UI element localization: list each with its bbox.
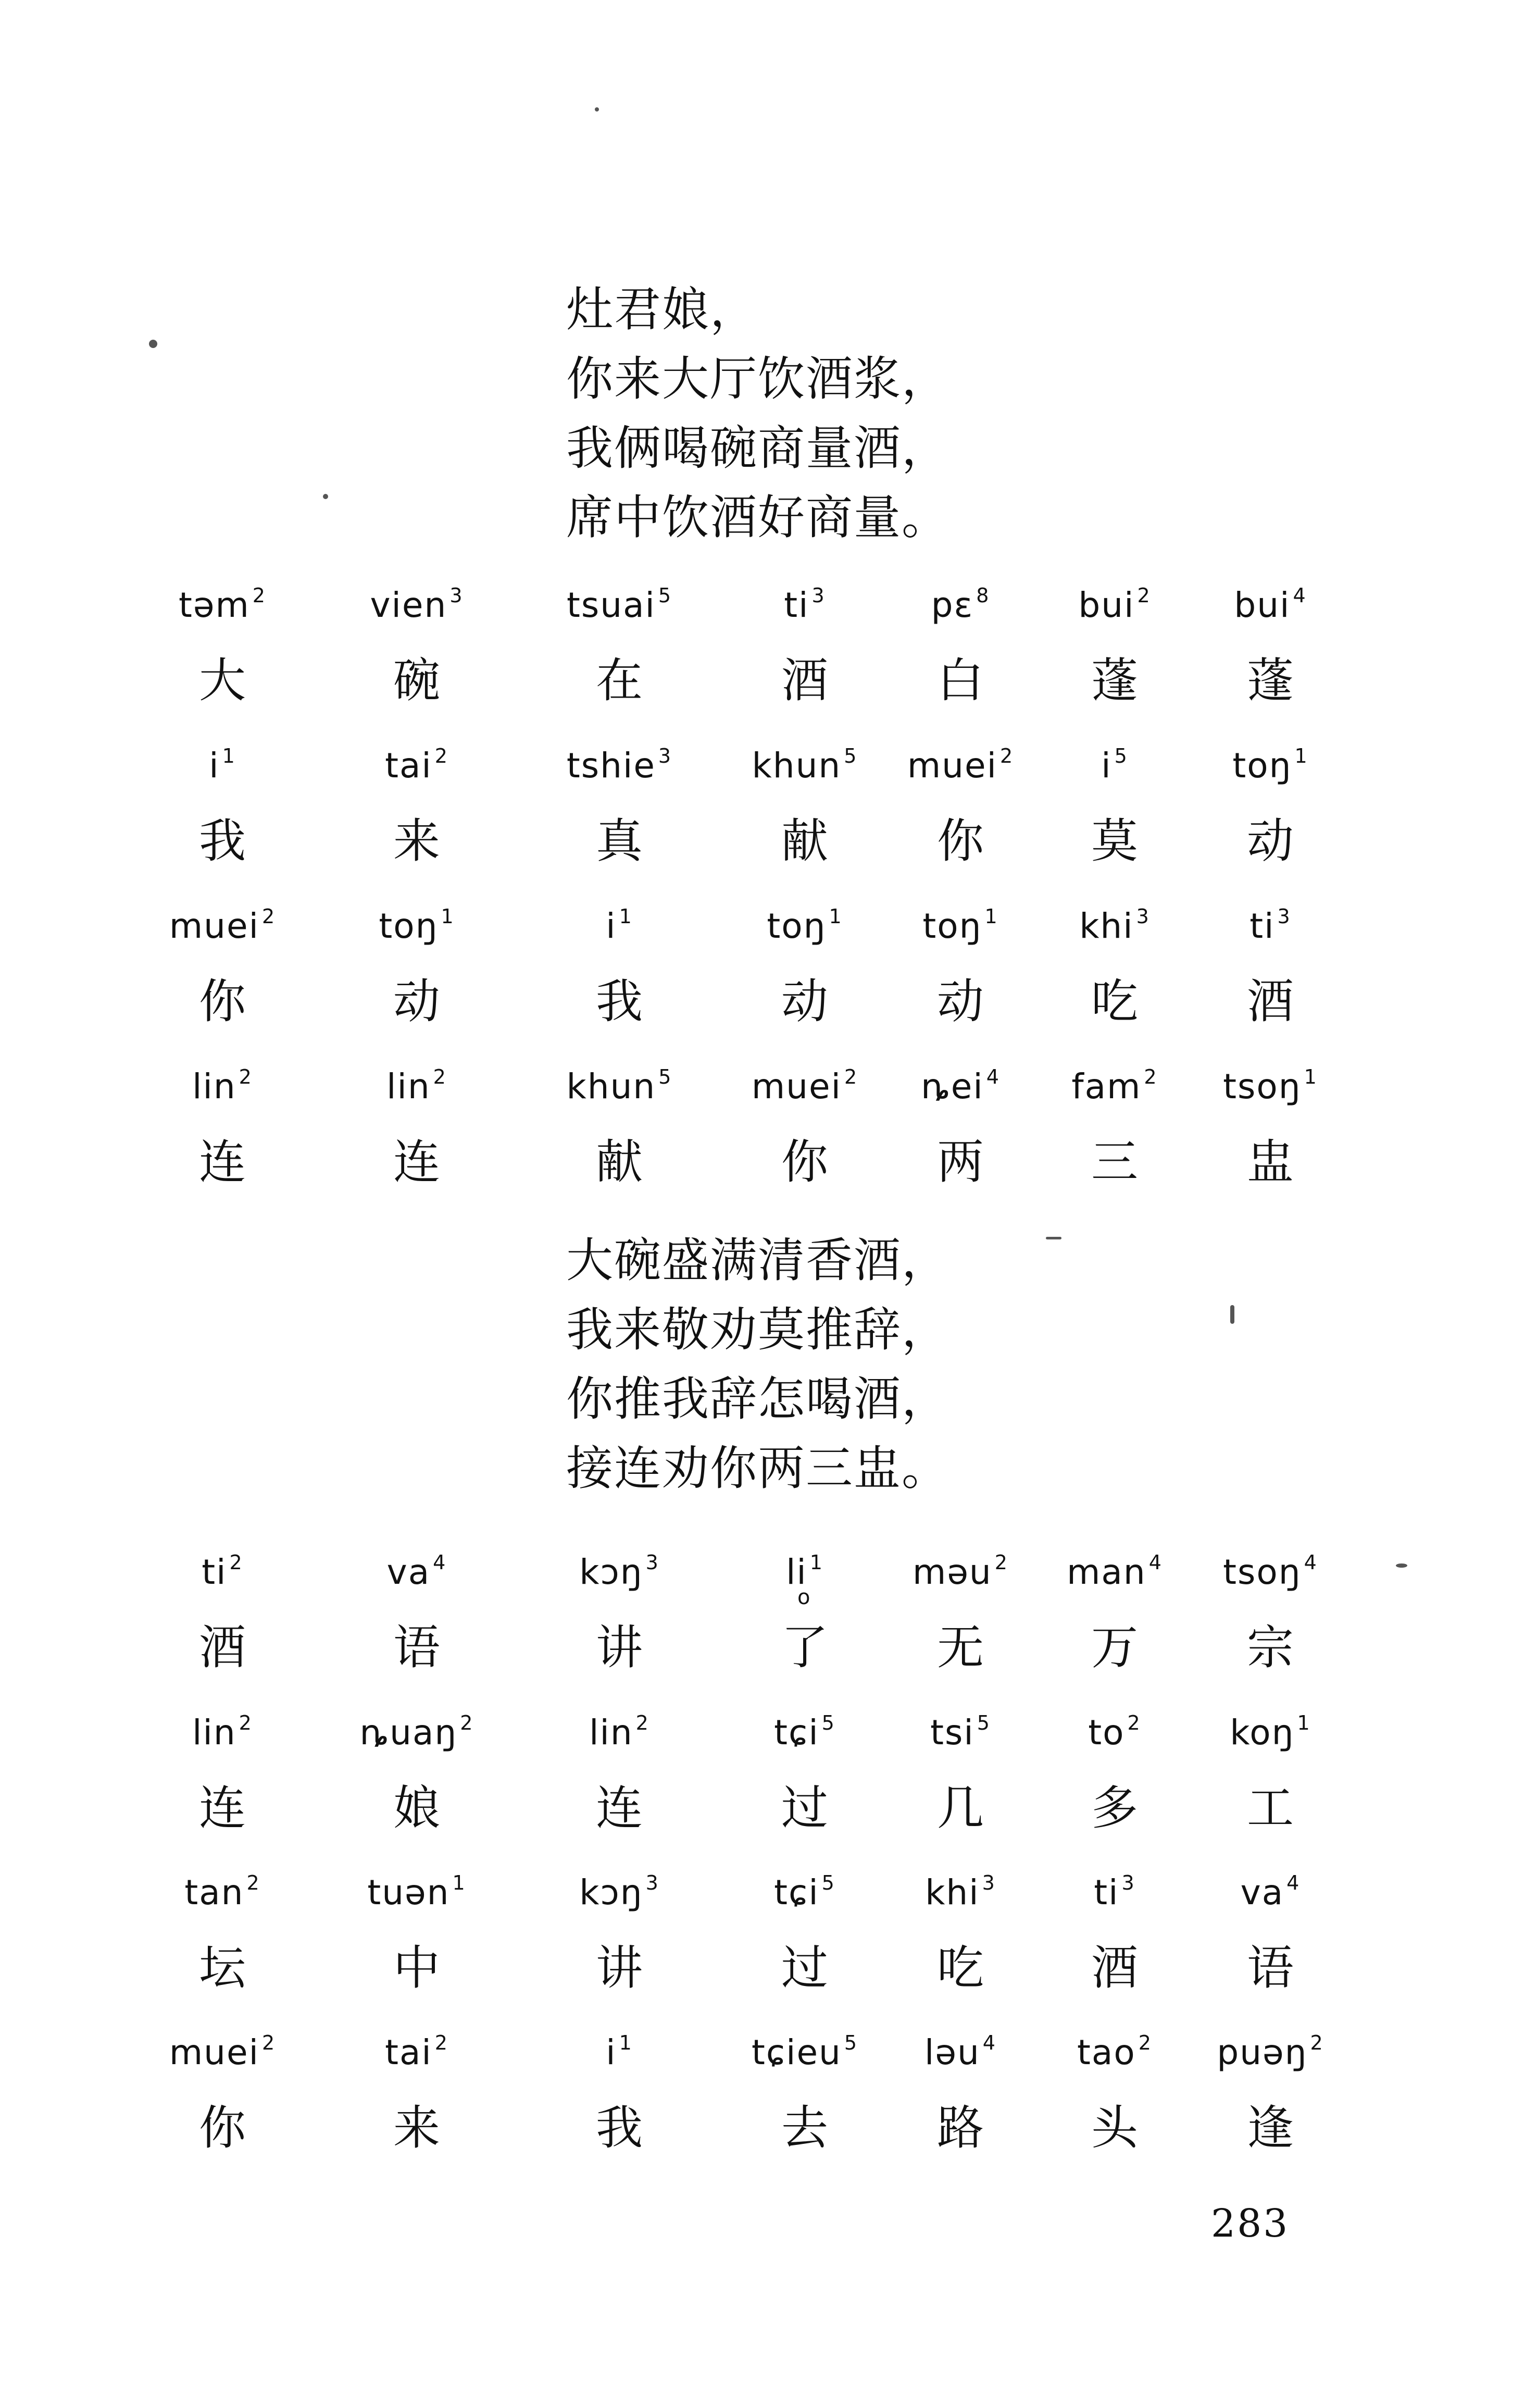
chinese-character: 动: [781, 974, 828, 1029]
syllable-text: bui: [1234, 585, 1291, 625]
syllable-text: lin: [192, 1712, 236, 1753]
syllable-text: khun: [752, 746, 842, 786]
tone-number: 2: [1127, 1711, 1141, 1734]
chinese-character: 了: [781, 1620, 828, 1675]
syllable-text: toŋ: [767, 906, 827, 946]
tone-number: 5: [821, 1871, 835, 1894]
chinese-character: 坛: [199, 1941, 246, 1995]
verse-line: 你来大厅饮酒浆，: [566, 352, 949, 406]
romanization-syllable: [1077, 2032, 1152, 2074]
tone-number: 4: [986, 1065, 1000, 1088]
romanization-syllable: [184, 1872, 260, 1914]
tone-number: 5: [844, 2031, 858, 2054]
romanization-syllable: [1088, 1712, 1141, 1754]
syllable-text: toŋ: [1232, 746, 1292, 786]
chinese-character: 吃: [937, 1941, 984, 1995]
syllable-text: muei: [751, 1066, 842, 1107]
chinese-character: 连: [199, 1135, 246, 1189]
syllable-text: tɕi: [774, 1872, 819, 1913]
romanization-syllable: [774, 1872, 835, 1914]
chinese-character: 无: [937, 1620, 984, 1675]
romanization-syllable: [931, 585, 990, 626]
romanization-syllable: [1230, 1712, 1310, 1754]
tone-number: 5: [658, 1065, 672, 1088]
romanization-syllable: [1079, 905, 1150, 947]
tone-number: 2: [229, 1551, 243, 1574]
romanization-syllable: [752, 2032, 858, 2074]
romanization-syllable: [606, 2032, 633, 2074]
chinese-character: 大: [199, 653, 246, 708]
syllable-text: təm: [179, 585, 250, 625]
syllable-text: tsi: [930, 1712, 974, 1753]
syllable-text: kɔŋ: [579, 1872, 643, 1913]
syllable-text: va: [1240, 1872, 1284, 1913]
chinese-character: 连: [596, 1781, 643, 1835]
romanization-syllable: [913, 1551, 1008, 1593]
syllable-text: ti: [1094, 1872, 1119, 1913]
verse-line: 你推我辞怎喝酒，: [566, 1372, 949, 1426]
chinese-character: 宗: [1247, 1620, 1294, 1675]
chinese-character: 在: [596, 653, 643, 708]
tone-number: 1: [222, 744, 236, 767]
syllable-text: tsoŋ: [1223, 1066, 1302, 1107]
chinese-character: 献: [781, 814, 828, 868]
chinese-character: 工: [1247, 1781, 1294, 1835]
syllable-text: pɛ: [931, 585, 974, 625]
romanization-syllable: [925, 1872, 996, 1914]
tone-number: 1: [809, 1551, 823, 1574]
romanization-syllable: [1094, 1872, 1135, 1914]
chinese-character: 真: [596, 814, 643, 868]
tone-number: 4: [1286, 1871, 1301, 1894]
tone-number: 3: [645, 1871, 659, 1894]
page-number: 283: [1211, 2201, 1290, 2246]
scan-speck: [149, 340, 157, 348]
syllable-text: ti: [1249, 906, 1275, 946]
romanization-syllable: [1078, 585, 1151, 626]
tone-number: 2: [635, 1711, 649, 1734]
romanization-syllable: [907, 745, 1014, 787]
tone-number: 1: [1297, 1711, 1311, 1734]
tone-number: 5: [977, 1711, 991, 1734]
syllable-text: khi: [925, 1872, 980, 1913]
romanization-syllable: [202, 1551, 243, 1593]
romanization-syllable: [1249, 905, 1291, 947]
syllable-text: lin: [589, 1712, 633, 1753]
tone-number: 2: [1137, 584, 1151, 607]
chinese-character: 吃: [1091, 974, 1138, 1029]
romanization-syllable: [192, 1712, 253, 1754]
chinese-character: 连: [199, 1781, 246, 1835]
tone-number: 4: [1293, 584, 1307, 607]
syllable-text: lin: [386, 1066, 431, 1107]
tone-number: 2: [844, 1065, 858, 1088]
chinese-character: 蓬: [1247, 653, 1294, 708]
romanization-syllable: [1241, 1872, 1301, 1914]
li-diacritic-mark: o: [797, 1585, 810, 1609]
syllable-text: tshie: [566, 746, 656, 786]
chinese-character: 献: [596, 1135, 643, 1189]
chinese-character: 逢: [1247, 2101, 1294, 2155]
chinese-character: 三: [1091, 1135, 1138, 1189]
syllable-text: ləu: [924, 2032, 980, 2072]
syllable-text: tsuai: [566, 585, 656, 625]
tone-number: 1: [452, 1871, 466, 1894]
chinese-character: 娘: [393, 1781, 440, 1835]
tone-number: 2: [433, 1065, 447, 1088]
syllable-text: ti: [784, 585, 809, 625]
romanization-syllable: [752, 1066, 858, 1108]
romanization-syllable: [1223, 1066, 1318, 1108]
tone-number: 3: [982, 1871, 996, 1894]
romanization-syllable: [567, 745, 672, 787]
syllable-text: ȵei: [921, 1066, 984, 1107]
syllable-text: vien: [370, 585, 447, 625]
tone-number: 2: [252, 584, 266, 607]
chinese-character: 白: [937, 653, 984, 708]
romanization-syllable: [360, 1712, 474, 1754]
syllable-text: tuən: [367, 1872, 450, 1913]
chinese-character: 多: [1091, 1781, 1138, 1835]
tone-number: 1: [619, 2031, 633, 2054]
syllable-text: i: [606, 906, 617, 946]
syllable-text: ti: [202, 1552, 227, 1592]
romanization-syllable: [774, 1712, 835, 1754]
chinese-character: 酒: [1091, 1941, 1138, 1995]
romanization-syllable: [1071, 1066, 1157, 1108]
chinese-character: 动: [1247, 814, 1294, 868]
chinese-character: 你: [781, 1135, 828, 1189]
tone-number: 4: [433, 1551, 447, 1574]
scan-speck: [323, 494, 328, 499]
romanization-syllable: [922, 905, 998, 947]
chinese-character: 两: [937, 1135, 984, 1189]
syllable-text: man: [1067, 1552, 1146, 1592]
romanization-syllable: [1101, 745, 1128, 787]
chinese-character: 语: [393, 1620, 440, 1675]
syllable-text: tan: [184, 1872, 244, 1913]
chinese-character: 来: [393, 2101, 440, 2155]
syllable-text: i: [209, 746, 220, 786]
tone-number: 1: [441, 905, 455, 928]
chinese-character: 连: [393, 1135, 440, 1189]
chinese-character: 中: [393, 1941, 440, 1995]
syllable-text: i: [606, 2032, 617, 2072]
chinese-character: 动: [937, 974, 984, 1029]
romanization-syllable: [386, 1066, 447, 1108]
tone-number: 1: [829, 905, 843, 928]
syllable-text: khun: [566, 1066, 656, 1107]
tone-number: 2: [261, 2031, 276, 2054]
syllable-text: muei: [169, 906, 259, 946]
tone-number: 5: [1114, 744, 1128, 767]
chinese-character: 你: [199, 974, 246, 1029]
tone-number: 1: [619, 905, 633, 928]
syllable-text: va: [386, 1552, 431, 1592]
verse-line: 我来敬劝莫推辞，: [566, 1302, 949, 1357]
syllable-text: puəŋ: [1217, 2032, 1308, 2072]
tone-number: 3: [449, 584, 464, 607]
romanization-syllable: [1067, 1551, 1163, 1593]
romanization-syllable: [1217, 2032, 1323, 2074]
romanization-syllable: [1232, 745, 1308, 787]
tone-number: 8: [976, 584, 990, 607]
syllable-text: muei: [907, 746, 997, 786]
romanization-syllable: [385, 745, 448, 787]
tone-number: 1: [1294, 744, 1308, 767]
romanization-syllable: [387, 1551, 447, 1593]
syllable-text: muei: [169, 2032, 259, 2072]
romanization-syllable: [192, 1066, 253, 1108]
chinese-character: 蓬: [1091, 653, 1138, 708]
tone-number: 2: [1310, 2031, 1324, 2054]
scan-speck: [1046, 1237, 1061, 1239]
tone-number: 3: [1277, 905, 1291, 928]
romanization-syllable: [752, 745, 858, 787]
chinese-character: 盅: [1247, 1135, 1294, 1189]
syllable-text: koŋ: [1230, 1712, 1295, 1753]
chinese-character: 讲: [596, 1941, 643, 1995]
tone-number: 2: [239, 1065, 253, 1088]
chinese-character: 讲: [596, 1620, 643, 1675]
syllable-text: tai: [385, 746, 432, 786]
chinese-character: 你: [199, 2101, 246, 2155]
syllable-text: kɔŋ: [579, 1552, 643, 1592]
tone-number: 5: [844, 744, 858, 767]
romanization-syllable: [924, 2032, 996, 2074]
chinese-character: 我: [199, 814, 246, 868]
syllable-text: khi: [1079, 906, 1134, 946]
tone-number: 2: [261, 905, 276, 928]
tone-number: 2: [460, 1711, 474, 1734]
chinese-character: 酒: [1247, 974, 1294, 1029]
syllable-text: məu: [913, 1552, 992, 1592]
tone-number: 3: [811, 584, 826, 607]
chinese-character: 过: [781, 1781, 828, 1835]
syllable-text: tɕieu: [751, 2032, 842, 2072]
syllable-text: i: [1101, 746, 1112, 786]
tone-number: 4: [982, 2031, 996, 2054]
romanization-syllable: [579, 1872, 659, 1914]
tone-number: 4: [1304, 1551, 1318, 1574]
syllable-text: li: [786, 1552, 807, 1592]
romanization-syllable: [567, 1066, 672, 1108]
romanization-syllable: [209, 745, 236, 787]
tone-number: 3: [645, 1551, 659, 1574]
syllable-text: to: [1088, 1712, 1125, 1753]
romanization-syllable: [784, 585, 825, 626]
syllable-text: toŋ: [922, 906, 982, 946]
tone-number: 1: [984, 905, 998, 928]
chinese-character: 我: [596, 2101, 643, 2155]
tone-number: 3: [658, 744, 672, 767]
chinese-character: 莫: [1091, 814, 1138, 868]
chinese-character: 你: [937, 814, 984, 868]
chinese-character: 我: [596, 974, 643, 1029]
romanization-syllable: [179, 585, 266, 626]
chinese-character: 碗: [393, 653, 440, 708]
scan-speck: [1230, 1305, 1234, 1324]
chinese-character: 酒: [781, 653, 828, 708]
syllable-text: tao: [1077, 2032, 1136, 2072]
syllable-text: bui: [1078, 585, 1135, 625]
verse-line: 大碗盛满清香酒，: [566, 1233, 949, 1288]
syllable-text: tsoŋ: [1223, 1552, 1302, 1592]
romanization-syllable: [767, 905, 842, 947]
chinese-character: 酒: [199, 1620, 246, 1675]
romanization-syllable: [579, 1551, 659, 1593]
chinese-character: 过: [781, 1941, 828, 1995]
romanization-syllable: [1223, 1551, 1318, 1593]
romanization-syllable: [567, 585, 672, 626]
verse-line: 接连劝你两三盅。: [566, 1441, 949, 1496]
scan-speck: [595, 107, 599, 111]
romanization-syllable: [370, 585, 463, 626]
chinese-character: 来: [393, 814, 440, 868]
syllable-text: lin: [192, 1066, 236, 1107]
chinese-character: 动: [393, 974, 440, 1029]
syllable-text: tɕi: [774, 1712, 819, 1753]
verse-line: 我俩喝碗商量酒，: [566, 421, 949, 476]
tone-number: 2: [239, 1711, 253, 1734]
tone-number: 2: [1138, 2031, 1152, 2054]
syllable-text: ȵuaŋ: [359, 1712, 458, 1753]
chinese-character: 几: [937, 1781, 984, 1835]
chinese-character: 去: [781, 2101, 828, 2155]
tone-number: 2: [994, 1551, 1008, 1574]
romanization-syllable: [921, 1066, 1000, 1108]
romanization-syllable: [169, 905, 276, 947]
syllable-text: toŋ: [379, 906, 439, 946]
chinese-character: 头: [1091, 2101, 1138, 2155]
tone-number: 1: [1304, 1065, 1318, 1088]
tone-number: 2: [434, 2031, 448, 2054]
tone-number: 2: [999, 744, 1014, 767]
romanization-syllable: [169, 2032, 276, 2074]
verse-line: 席中饮酒好商量。: [566, 490, 949, 545]
chinese-character: 路: [937, 2101, 984, 2155]
syllable-text: tai: [385, 2032, 432, 2072]
romanization-syllable: [606, 905, 633, 947]
romanization-syllable: [367, 1872, 466, 1914]
romanization-syllable: [589, 1712, 649, 1754]
chinese-character: 万: [1091, 1620, 1138, 1675]
romanization-syllable: [930, 1712, 991, 1754]
tone-number: 2: [246, 1871, 260, 1894]
tone-number: 2: [1144, 1065, 1158, 1088]
romanization-syllable: [379, 905, 454, 947]
tone-number: 5: [658, 584, 672, 607]
verse-line: 灶君娘，: [566, 282, 758, 337]
tone-number: 2: [434, 744, 448, 767]
tone-number: 5: [821, 1711, 835, 1734]
tone-number: 3: [1136, 905, 1150, 928]
chinese-character: 语: [1247, 1941, 1294, 1995]
scan-speck: [1396, 1563, 1407, 1568]
tone-number: 3: [1121, 1871, 1135, 1894]
romanization-syllable: [1234, 585, 1306, 626]
syllable-text: fam: [1071, 1066, 1142, 1107]
tone-number: 4: [1148, 1551, 1163, 1574]
romanization-syllable: [385, 2032, 448, 2074]
